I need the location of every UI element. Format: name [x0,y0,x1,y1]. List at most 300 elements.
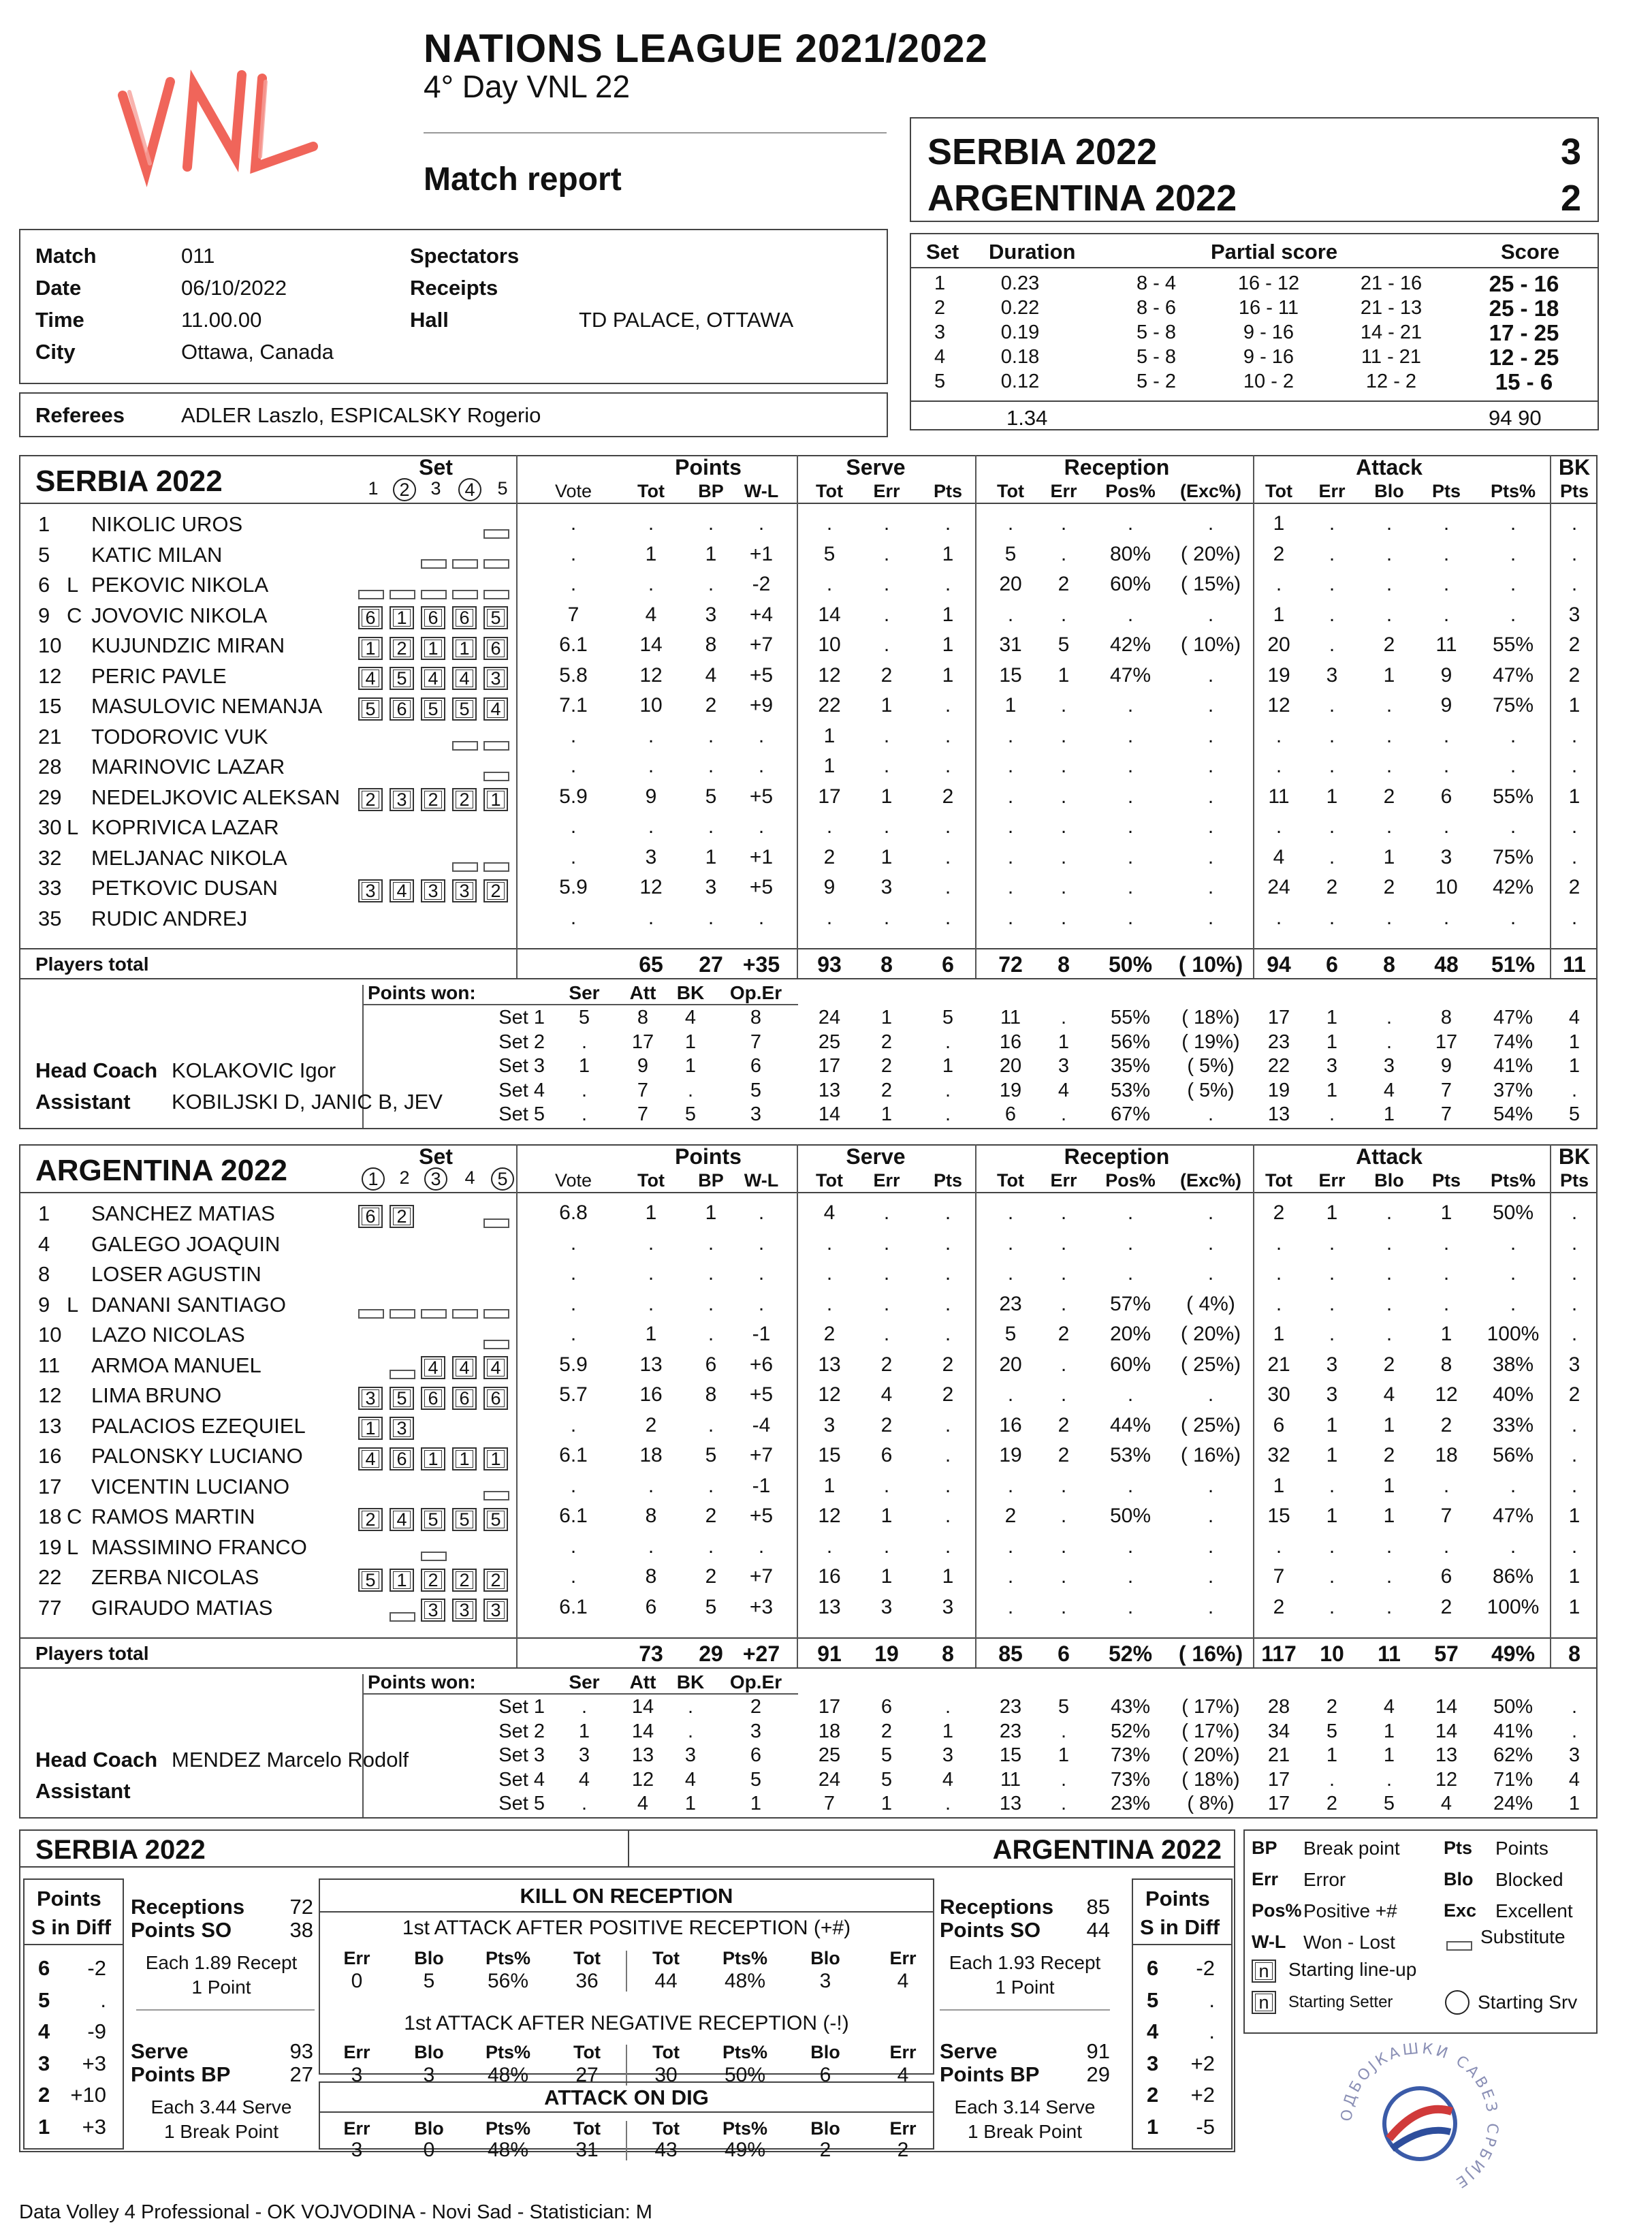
substitute-icon [483,520,513,545]
kill-value: 30 [654,2064,678,2086]
rotation-diff: +3 [82,2114,106,2139]
player-stat: 2 [1273,542,1285,565]
player-stat: . [1060,815,1067,838]
set-row-stat: 5 [1568,1103,1580,1125]
player-stat: 2 [823,845,836,868]
player-role: C [67,1505,82,1528]
player-stat: . [1060,512,1067,535]
starting-position-number: 2 [487,1571,505,1589]
set-row-stat: 1 [1326,1031,1338,1053]
starting-position-box [483,1597,512,1622]
starting-position-box [390,665,418,691]
player-stat: +7 [749,1444,774,1466]
home-each-serve: Each 3.44 Serve [150,2096,292,2118]
player-stat: . [1510,542,1516,565]
set-row-stat: 6 [1004,1103,1017,1125]
set-row-stat: . [1207,1103,1214,1125]
set-row-stat: ( 18%) [1181,1768,1240,1791]
starting-position-box [483,665,512,691]
header-bk: BK [1558,1144,1591,1169]
rotation-number: 1 [1147,2114,1159,2139]
player-stat: . [648,1292,654,1315]
header-reception: Reception [1064,455,1170,479]
player-stat: . [1329,694,1335,717]
sub-header: Err [1050,1170,1077,1191]
sub-header: Pos% [1105,1170,1156,1191]
away-each-rec: Each 1.93 Recept [949,1952,1101,1973]
player-stat: . [708,512,714,535]
away-rec-label: Receptions [940,1895,1054,1919]
legend-key: W-L [1252,1932,1286,1952]
player-stat: . [1329,1535,1335,1558]
player-stat: . [1127,906,1134,929]
set-row-stat: . [1386,1768,1393,1791]
player-stat: . [1127,603,1134,626]
player-stat: 1 [645,1201,657,1224]
sub-header: (Exc%) [1179,1170,1242,1191]
header-set-number [422,1167,449,1191]
set-row-stat: 13 [1267,1103,1290,1125]
starting-position-box [452,1567,481,1592]
set-row-stat: 1 [1568,1793,1580,1814]
kill-value: 0 [423,2139,435,2161]
team-name: SERBIA 2022 [35,465,223,498]
kill-header: Err [889,1948,917,1968]
player-stat: . [758,1535,765,1558]
league-title: NATIONS LEAGUE 2021/2022 [424,27,988,71]
player-stat: 2 [1568,663,1580,687]
substitute-icon [421,581,451,605]
starting-position [452,637,477,660]
home-bp-value: 27 [289,2062,313,2086]
set-row-stat: 67% [1110,1103,1151,1125]
starting-position-number: 6 [393,700,411,718]
home-one-bp: 1 Break Point [163,2121,279,2142]
legend-key: Pos% [1252,1900,1302,1921]
substitute-icon [452,733,482,757]
kill-value: 56% [487,1970,529,1992]
player-stat: . [758,906,765,929]
player-stat: . [1443,724,1450,747]
starting-position-box [390,1415,418,1441]
substitute-icon [483,763,513,787]
player-stat: 2 [942,1353,954,1376]
player-stat: . [1571,1201,1578,1224]
points-won-value: 3 [684,1744,697,1766]
player-stat: . [570,815,577,838]
player-stat: +7 [749,633,774,656]
starting-position-box [483,1385,512,1410]
player-stat: 12 [1435,1383,1458,1406]
player-stat: . [1060,724,1067,747]
starting-position-number: 1 [424,640,442,657]
player-stat: . [1386,815,1393,838]
city-label: City [35,340,76,364]
points-won-value: 1 [578,1720,590,1742]
player-stat: . [1127,694,1134,717]
sub-header: Tot [816,1170,843,1191]
player-stat: . [570,906,577,929]
rotation-diff: +10 [70,2083,106,2107]
player-name: MARINOVIC LAZAR [91,755,285,778]
player-number: 22 [38,1565,62,1589]
assistant-label: Assistant [35,1090,131,1114]
player-stat: +5 [749,1505,774,1527]
total-stat: 11 [1563,952,1586,977]
player-stat: . [1329,815,1335,838]
starting-position-box [390,1567,418,1592]
points-won-value: . [581,1079,588,1101]
starting-position-number: 3 [393,791,411,808]
total-stat: +27 [742,1641,780,1666]
player-stat: . [708,755,714,777]
sub-header: W-L [744,1170,779,1191]
total-stat: 8 [942,1641,954,1666]
player-stat: . [1127,1383,1134,1406]
player-stat: 9 [1440,694,1452,717]
starting-position [452,1508,477,1531]
player-stat: 2 [880,1353,893,1376]
starting-position [358,1417,383,1440]
substitute-mark [483,590,509,599]
player-stat: . [1571,755,1578,777]
player-stat: 18 [639,1444,663,1466]
player-stat: . [1127,785,1134,808]
substitute-mark [421,559,447,569]
player-stat: . [1127,1231,1134,1255]
starting-position-number: 4 [362,670,379,687]
player-stat: 2 [1058,1413,1070,1436]
player-stat: . [1443,1292,1450,1315]
set-row-stat: 28 [1267,1696,1290,1718]
set-row-stat: 1 [942,1720,954,1742]
player-stat: 1 [1273,1474,1285,1497]
set-row-stat: 3 [1383,1055,1395,1077]
substitute-icon [483,1301,513,1325]
player-stat: 24 [1267,876,1290,898]
starting-position-box [483,695,512,721]
player-stat: 10 [639,694,663,717]
player-stat: . [826,1292,833,1315]
player-role: L [67,815,79,839]
set-row-label: Set 4 [498,1079,545,1101]
player-stat: . [1275,1292,1282,1315]
player-stat: . [570,1292,577,1315]
set-number: 5 [934,371,946,392]
dig-title: ATTACK ON DIG [544,2086,709,2109]
player-stat: 23 [999,1292,1022,1315]
set-row-stat: 7 [1440,1103,1452,1125]
player-stat: 3 [1326,1383,1338,1406]
starting-position-box [452,877,481,902]
player-stat: 1 [1568,1565,1580,1588]
kill-value: 48% [487,2139,529,2161]
points-won-header: Op.Er [729,982,782,1003]
set-partial-2: 16 - 12 [1237,272,1300,294]
player-stat: . [944,1323,951,1345]
set-row-stat: 4 [1383,1696,1395,1718]
player-stat: . [1571,1323,1578,1345]
set-row-stat: 19 [999,1079,1022,1101]
footer-text: Data Volley 4 Professional - OK VOJVODINA - Novi Sad - Statistician: M [19,2201,652,2223]
player-role: L [67,1292,79,1317]
legend-key: Err [1252,1869,1279,1889]
starting-position-number: 1 [362,1419,379,1437]
player-stat: 5 [705,1595,717,1618]
player-number: 28 [38,755,62,778]
total-rule-top [20,1637,1596,1639]
substitute-icon [390,1604,419,1629]
player-stat: 2 [1440,1413,1452,1436]
player-stat: 2 [1058,1323,1070,1345]
player-stat: . [1571,724,1578,747]
player-stat: . [1329,1231,1335,1255]
starting-position-number: 1 [456,1450,473,1468]
player-stat: 6 [1440,785,1452,808]
player-number: 30 [38,815,62,839]
substitute-mark [452,862,478,872]
starting-position-number: 3 [424,882,442,900]
player-stat: . [826,512,833,535]
player-stat: 1 [942,603,954,626]
player-stat: . [1510,1262,1516,1285]
rotation-number: 4 [1147,2019,1159,2043]
starting-position [483,697,508,721]
substitute-icon [483,733,513,757]
points-won-value: 6 [750,1055,762,1077]
header-points: Points [675,1144,742,1169]
set-score: 25 - 16 [1489,271,1559,296]
player-stat: . [1571,845,1578,868]
set-row-stat: 19 [1267,1079,1290,1101]
kill-on-reception-box [319,1878,934,2086]
svg-text:ОДБОЈКАШКИ САВЕЗ СРБИЈЕ: ОДБОЈКАШКИ САВЕЗ СРБИЈЕ [1338,2040,1502,2192]
kill-divider [626,2121,627,2160]
starting-server-ring: 5 [491,1167,514,1191]
points-won-value: 8 [637,1007,649,1028]
player-stat: 2 [705,1565,717,1588]
starting-position [452,1599,477,1622]
set-row-stat: ( 5%) [1187,1055,1235,1077]
starting-lineup-label: Starting line-up [1288,1959,1417,1980]
total-stat: 6 [1058,1641,1070,1666]
player-name: PALONSKY LUCIANO [91,1444,303,1468]
player-stat: . [1127,755,1134,777]
player-stat: . [570,1474,577,1497]
player-stat: . [1510,906,1516,929]
set-score: 25 - 18 [1489,296,1559,321]
points-won-value: 7 [637,1079,649,1101]
points-won-value: 1 [750,1793,762,1814]
set-partial-3: 21 - 13 [1360,297,1423,319]
starting-position [358,667,383,690]
player-stat: . [826,1231,833,1255]
player-stat: 12 [639,876,663,898]
player-stat: 13 [818,1353,841,1376]
substitute-mark [483,1491,509,1500]
header-serve: Serve [846,455,906,479]
kill-value: 2 [897,2139,909,2161]
player-stat: . [1510,1535,1516,1558]
player-stat: +5 [749,663,774,687]
player-stat: 2 [1383,1353,1395,1376]
set-row-stat: 5 [880,1768,893,1791]
starting-position-box [390,1506,418,1531]
starting-position [452,1387,477,1410]
player-stat: 1 [705,845,717,868]
starting-position [452,879,477,902]
kill-header: Pts% [722,2118,768,2139]
points-won-value: 1 [684,1793,697,1814]
set-score: 17 - 25 [1489,320,1559,345]
set-row-stat: 53% [1110,1079,1151,1101]
rotation-number: 2 [38,2083,50,2107]
total-stat: ( 10%) [1178,952,1243,977]
total-stat: 11 [1378,1641,1401,1666]
player-stat: 6.1 [559,1444,588,1466]
home-sin-label: S in Diff [31,1915,112,1939]
player-stat: . [1127,724,1134,747]
starting-setter-label: Starting Setter [1288,1993,1393,2011]
player-stat: . [1060,1505,1067,1527]
player-stat: 75% [1492,694,1534,717]
starting-position-number: 4 [456,1359,473,1376]
points-won-value: 6 [750,1744,762,1766]
points-won-value: 3 [750,1103,762,1125]
player-stat: . [1127,1535,1134,1558]
player-stat: 55% [1492,785,1534,808]
starting-position-box [452,1445,481,1470]
set-row-stat: 1 [1383,1103,1395,1125]
away-sin-label: S in Diff [1140,1915,1220,1939]
total-stat: 85 [998,1641,1023,1666]
player-stat: . [1275,1231,1282,1255]
starting-position-box [452,1355,481,1380]
starting-position-box [358,1385,387,1410]
player-number: 6 [38,573,50,597]
player-stat: . [944,906,951,929]
player-stat: . [1060,1201,1067,1224]
starting-position [452,1356,477,1379]
player-stat: 1 [1273,1323,1285,1345]
player-stat: +4 [749,603,774,626]
player-stat: . [1207,845,1214,868]
player-stat: 1 [645,1323,657,1345]
kill-header: Err [889,2118,917,2139]
total-rule-bottom [20,978,1596,979]
player-stat: . [826,1262,833,1285]
starting-position [390,606,414,629]
player-stat: . [1207,1231,1214,1255]
starting-position-number: 4 [424,1359,442,1376]
sub-header: Tot [637,481,665,501]
head-coach-name: KOLAKOVIC Igor [172,1058,336,1082]
player-stat: 5.9 [559,876,588,898]
player-stat: 6 [645,1595,657,1618]
player-stat: 1 [1326,1505,1338,1527]
player-stat: . [1443,542,1450,565]
set-row-stat: 3 [942,1744,954,1766]
substitute-icon [483,581,513,605]
player-stat: . [1443,1535,1450,1558]
player-stat: 17 [818,785,841,808]
set-row-stat: 17 [818,1696,841,1718]
player-stat: . [944,876,951,898]
set-row-stat: . [1060,1720,1067,1742]
player-stat: . [648,1262,654,1285]
player-number: 12 [38,663,62,688]
player-stat: . [944,1231,951,1255]
starting-position [483,1508,508,1531]
home-points-sin [23,1878,124,2150]
starting-position-box [390,1203,418,1228]
player-number: 21 [38,724,62,749]
set-row-label: Set 5 [498,1793,545,1814]
date-value: 06/10/2022 [181,276,287,300]
player-number: 33 [38,876,62,900]
player-stat: 7.1 [559,694,588,717]
starting-position [483,1356,508,1379]
sets-total-duration: 1.34 [1006,406,1048,430]
starting-position-number: 6 [424,609,442,627]
player-stat: 3 [823,1413,836,1436]
starting-position-box [358,1567,387,1592]
player-stat: . [1007,724,1014,747]
set-partial-1: 5 - 8 [1136,321,1177,343]
set-row-stat: 7 [1440,1079,1452,1101]
player-stat: . [1007,1262,1014,1285]
player-stat: . [883,1474,890,1497]
player-stat: . [1060,694,1067,717]
player-stat: 44% [1109,1413,1151,1436]
starting-position-box [421,1506,449,1531]
player-stat: . [1060,603,1067,626]
starting-srv-label: Starting Srv [1478,1992,1578,2013]
kill-value: 3 [819,1970,831,1992]
set-row-stat: 23 [999,1696,1022,1718]
set-row-stat: 35% [1110,1055,1151,1077]
starting-position [421,1599,445,1622]
set-partial-2: 16 - 11 [1238,297,1299,319]
rotation-diff: +3 [82,2051,106,2075]
set-row-stat: 21 [1267,1744,1290,1766]
player-stat: . [1329,573,1335,595]
player-number: 15 [38,694,62,718]
away-one-point: 1 Point [995,1977,1055,1998]
starting-position-box [421,1355,449,1380]
kill-value: 36 [575,1970,599,1992]
kill-value: 48% [487,2064,529,2086]
player-stat: 1 [1004,694,1017,717]
player-stat: 7 [1273,1565,1285,1588]
points-won-value: . [581,1103,588,1125]
player-name: RAMOS MARTIN [91,1505,255,1528]
player-stat: 2 [645,1413,657,1436]
set-row-label: Set 2 [498,1720,545,1742]
player-stat: . [1386,906,1393,929]
player-stat: 33% [1492,1413,1534,1436]
player-stat: 1 [1273,603,1285,626]
starting-position-box [390,605,418,630]
starting-position-box [421,877,449,902]
kill-header: Blo [810,1948,840,1968]
player-stat: . [1207,694,1214,717]
starting-position [390,697,414,721]
starting-position-number: 6 [393,1450,411,1468]
starting-position-number: 5 [424,1511,442,1528]
total-stat: 91 [817,1641,842,1666]
home-rec-label: Receptions [131,1895,245,1919]
